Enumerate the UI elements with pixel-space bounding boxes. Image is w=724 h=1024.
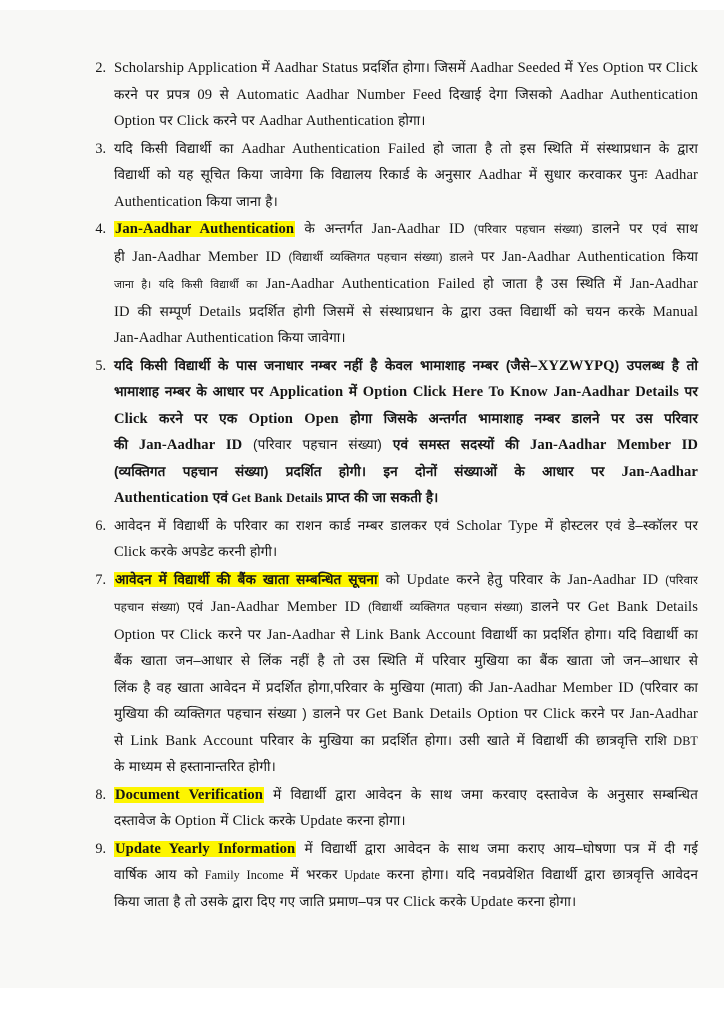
highlighted-text: Update Yearly Information [115, 840, 296, 857]
list-item-number: 5. [95, 357, 106, 374]
text-line [114, 136, 698, 163]
text-run: Click [537, 706, 581, 722]
text-line [114, 485, 698, 512]
text-run: ) उपलब्ध है तो [614, 357, 698, 373]
text-run: Aadhar Seeded [465, 60, 565, 76]
text-run: करना होगा। [517, 893, 577, 909]
text-run: Click [399, 893, 440, 910]
text-run: Authentication [114, 490, 213, 506]
text-run: में [564, 60, 573, 75]
text-line [114, 889, 698, 916]
text-run: एवं [179, 599, 204, 614]
text-run: के अन्तर्गत [295, 221, 363, 236]
text-run: यदि किसी विद्यार्थी के पास जनाधार नम्बर नहीं है केवल भामाशाह नम्बर (जैसे– [114, 357, 538, 373]
text-run: Option Click Here To Know Jan-Aadhar Details [357, 384, 685, 400]
text-run: पर [160, 626, 175, 642]
text-run: Option Open [237, 410, 351, 427]
text-run: Aadhar [647, 167, 698, 183]
text-run: किया जाना है। [206, 193, 278, 209]
document-body [88, 55, 698, 916]
text-run: डालने पर एवं साथ [582, 221, 698, 236]
text-line [114, 379, 698, 406]
text-line [114, 836, 698, 863]
text-line [114, 782, 698, 809]
text-run: Jan-Aadhar Member ID [124, 248, 289, 265]
text-run: यदि किसी विद्यार्थी का [114, 140, 234, 156]
text-line [114, 353, 698, 380]
text-run: प्रदर्शित होगी जिसमें से संस्थाप्रधान के द्वारा उक्त विद्यार्थी को चयन करके [248, 303, 645, 319]
text-run: Link Bank Account [123, 732, 261, 749]
text-line [114, 244, 698, 272]
text-run: मुखिया की व्यक्तिगत पहचान संख्या ) डालने पर [114, 706, 360, 721]
text-run: Click [114, 544, 151, 560]
text-run: Get Bank Details [580, 599, 698, 615]
text-run: में [261, 60, 270, 75]
text-line [114, 539, 698, 566]
text-run: बैंक खाता जन–आधार से लिंक नहीं है तो उस स्थिति में परिवार मुखिया का बैंक खाता जो जन–आधार से [114, 653, 698, 668]
text-run: एवं समस्त सदस्यों की [381, 437, 520, 452]
text-run: Details [191, 303, 249, 320]
list-item-text [114, 513, 698, 566]
text-run: पर [473, 248, 495, 264]
text-run: Jan-Aadhar [604, 463, 698, 480]
text-run: से [114, 732, 124, 748]
text-run: में [348, 384, 358, 399]
text-run: (परिवार पहचान संख्या) [473, 223, 583, 236]
text-run: Click [172, 113, 214, 129]
list-item [88, 836, 698, 916]
list-item [88, 136, 698, 216]
text-line [114, 754, 698, 781]
text-run: Jan-Aadhar ID [560, 571, 666, 588]
list-item [88, 55, 698, 135]
text-run: Update [399, 571, 457, 588]
list-item-text [114, 567, 698, 781]
text-run: Aadhar Authentication [552, 86, 699, 103]
text-line [114, 459, 698, 486]
highlighted-text: आवेदन में विद्यार्थी की बैंक खाता सम्बन्धित सूचना [115, 571, 378, 587]
text-run: Get Bank Details [228, 491, 327, 505]
text-line [114, 648, 698, 675]
text-line [114, 216, 698, 244]
text-run: करके [439, 893, 467, 909]
text-run: डालने [442, 250, 474, 264]
text-run: Click [114, 410, 160, 427]
list-item-number: 4. [95, 221, 106, 237]
text-run: 09 [189, 86, 220, 103]
text-run: Jan-Aadhar ID [128, 437, 254, 453]
text-run: भामाशाह नम्बर के आधार पर [114, 384, 264, 399]
text-run: Jan-Aadhar Member ID [519, 437, 699, 453]
text-run: करने पर प्रपत्र [114, 86, 190, 102]
text-run: में भरकर [290, 867, 338, 882]
text-run: से [219, 86, 229, 102]
numbered-instruction-list [88, 55, 698, 915]
list-item-number: 7. [95, 571, 106, 588]
text-run: में [220, 813, 229, 828]
text-run: की [114, 437, 129, 452]
list-item-number: 9. [95, 840, 106, 857]
text-run: Jan-Aadhar [261, 626, 341, 643]
text-run: आवेदन में विद्यार्थी के परिवार का राशन कार्ड नम्बर डालकर एवं [114, 517, 450, 533]
text-line [114, 622, 698, 649]
text-run: जाना है। यदि किसी विद्यार्थी का [114, 279, 258, 291]
text-run: Jan-Aadhar Member ID [203, 599, 368, 615]
text-run: पर [684, 384, 698, 399]
text-run: करने पर [213, 113, 255, 128]
text-run: किया [672, 248, 698, 264]
list-item [88, 567, 698, 781]
text-run: Click [228, 813, 269, 829]
text-run: एवं [212, 490, 229, 505]
text-run: Jan-Aadhar [621, 276, 698, 292]
text-run: Aadhar Authentication Failed [233, 140, 433, 157]
text-run: Scholar Type [449, 517, 545, 534]
text-run: करके [268, 813, 296, 828]
text-run: Update [295, 813, 347, 829]
list-item [88, 216, 698, 352]
text-run: XYZWYPQ [537, 357, 615, 374]
text-run: Get Bank Details Option [359, 706, 524, 722]
text-run: (व्यक्तिगत पहचान संख्या) प्रदर्शित होगी। इन दोनों संख्याओं के आधार पर [114, 463, 605, 479]
text-run: लिंक है वह खाता आवेदन में प्रदर्शित होगा,परिवार के मुखिया (माता) की [114, 679, 483, 695]
text-run: किया जावेगा। [277, 330, 346, 345]
text-run: Automatic Aadhar Number Feed [228, 86, 449, 103]
text-run: Jan-Aadhar ID [362, 221, 474, 237]
text-run: होगा। [398, 113, 426, 128]
text-line [114, 513, 698, 540]
text-line [114, 862, 698, 889]
list-item-text [114, 55, 698, 135]
text-line [114, 299, 698, 326]
text-run: विद्यार्थी का प्रदर्शित होगा। यदि विद्यार्थी का [481, 626, 698, 642]
text-run: Manual [644, 303, 699, 320]
text-run: (विद्यार्थी व्यक्तिगत पहचान संख्या) [367, 601, 523, 614]
text-run: को [378, 571, 400, 587]
text-run: (विद्यार्थी व्यक्तिगत पहचान संख्या) [288, 250, 443, 264]
text-line [114, 82, 698, 109]
text-run: पर [523, 706, 538, 721]
text-run: वार्षिक आय को [114, 867, 199, 882]
text-run: Jan-Aadhar [624, 706, 698, 722]
text-run: हो जाता है तो इस स्थिति में संस्थाप्रधान के द्वारा [432, 140, 698, 156]
text-run: Scholarship Application [114, 60, 262, 76]
text-line [114, 701, 698, 728]
list-item [88, 513, 698, 566]
text-run: (परिवार पहचान संख्या) [253, 437, 382, 452]
text-line [114, 108, 698, 135]
text-run: प्रदर्शित होगा। जिसमें [362, 60, 466, 75]
text-line [114, 189, 698, 216]
text-run: के माध्यम से हस्तानान्तरित होगी। [114, 759, 276, 774]
list-item-text [114, 782, 698, 835]
list-item [88, 782, 698, 835]
document-page [0, 10, 724, 988]
list-item-number: 3. [95, 140, 106, 157]
text-run: करने पर एक [159, 410, 238, 426]
list-item-number: 8. [95, 786, 106, 803]
text-run: की सम्पूर्ण [137, 303, 192, 319]
text-run: (परिवार का [639, 679, 699, 695]
text-line [114, 271, 698, 299]
list-item-text [114, 353, 698, 512]
text-run: Option [114, 626, 161, 643]
text-run: परिवार के मुखिया का प्रदर्शित होगा। उसी खाते में विद्यार्थी की छात्रवृत्ति राशि [260, 732, 667, 748]
text-run: (परिवार [665, 573, 698, 587]
text-run: Update [466, 893, 518, 910]
text-run: हो जाता है उस स्थिति में [482, 276, 622, 291]
text-run: डालने पर [523, 599, 581, 614]
text-run: Jan-Aadhar Member ID [482, 679, 640, 696]
text-run: करने हेतु परिवार के [456, 571, 561, 587]
text-line [114, 675, 698, 702]
text-run: DBT [666, 733, 698, 748]
text-line [114, 325, 698, 352]
text-run: दिखाई देगा जिसको [448, 86, 553, 102]
text-run: Authentication [114, 193, 207, 210]
text-run: में होस्टलर एवं डे–स्कॉलर पर [544, 517, 698, 533]
text-run: Link Bank Account [350, 626, 482, 643]
text-run: Aadhar Authentication [254, 113, 399, 129]
text-line [114, 162, 698, 189]
list-item [88, 353, 698, 512]
text-run: में विद्यार्थी द्वारा आवेदन के साथ जमा कराए आय–घोषणा पत्र में दी गई [296, 840, 698, 856]
text-run: पर [159, 113, 173, 128]
text-run: Yes Option [572, 60, 649, 76]
text-run: में विद्यार्थी द्वारा आवेदन के साथ जमा करवाए दस्तावेज के अनुसार सम्बन्धित [264, 786, 698, 802]
text-run: विद्यार्थी को यह सूचित किया जावेगा कि विद्यालय रिकार्ड के अनुसार [114, 167, 472, 182]
text-line [114, 808, 698, 835]
text-run: Jan-Aadhar Authentication [494, 248, 673, 265]
text-run: होगा जिसके अन्तर्गत भामाशाह नम्बर डालने पर उस परिवार [350, 410, 698, 426]
text-line [114, 728, 698, 755]
text-run: करना होगा। यदि नवप्रवेशित विद्यार्थी द्वारा छात्रवृत्ति आवेदन [386, 867, 699, 882]
highlighted-text: Jan-Aadhar Authentication [115, 221, 295, 237]
text-run: करने पर [217, 626, 262, 642]
list-item-text [114, 216, 698, 352]
text-run: प्राप्त की जा सकती है। [326, 490, 439, 505]
text-run: Jan-Aadhar Authentication [114, 330, 278, 346]
text-run: Update [337, 868, 387, 882]
text-run: से [340, 626, 351, 642]
text-run: ID [114, 303, 138, 320]
text-run: Application [263, 384, 349, 400]
text-run: Aadhar [471, 167, 529, 183]
highlighted-text: Document Verification [115, 786, 263, 803]
text-line [114, 567, 698, 595]
text-line [114, 432, 698, 459]
text-run: Family Income [198, 868, 291, 882]
text-run: Aadhar Status [269, 60, 363, 76]
text-run: Option [170, 813, 221, 829]
list-item-text [114, 136, 698, 216]
list-item-number: 6. [95, 517, 106, 534]
text-line [114, 55, 698, 82]
text-run: पहचान संख्या) [114, 601, 180, 614]
text-line [114, 594, 698, 622]
text-run: Jan-Aadhar Authentication Failed [257, 276, 483, 292]
text-run: करना होगा। [346, 813, 406, 828]
text-run: किया जाता है तो उसके द्वारा दिए गए जाति प्रमाण–पत्र पर [114, 893, 400, 909]
text-run: Click [174, 626, 218, 643]
list-item-text [114, 836, 698, 916]
text-run: करने पर [580, 706, 625, 721]
text-run: ही [114, 248, 125, 264]
text-run: में सुधार करवाकर पुनः [528, 167, 648, 182]
text-run: दस्तावेज के [114, 813, 171, 828]
text-line [114, 406, 698, 433]
text-run: Option [114, 113, 160, 129]
list-item-number: 2. [95, 60, 106, 76]
text-run: करके अपडेट करनी होगी। [150, 544, 278, 559]
text-run: पर [648, 60, 662, 75]
text-run: Click [661, 60, 698, 76]
